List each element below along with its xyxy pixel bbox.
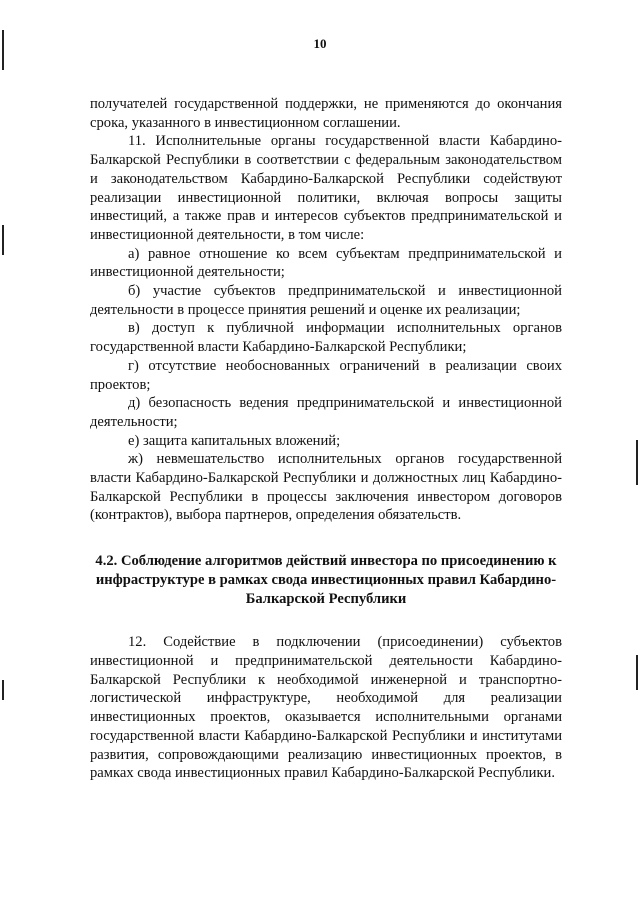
scan-edge-mark <box>2 680 4 700</box>
paragraph-11: 11. Исполнительные органы государственной власти Кабардино-Балкарской Республики в соответствии с федеральным законодательством и законодательством Кабардино-Балкарской Республики содействуют реализации инвестиционной политики, включая вопросы защиты инвестиций, а также прав и интересов субъектов предпринимательской и инвестиционной деятельности, в том числе: <box>90 133 562 243</box>
list-item-d: д) безопасность ведения предпринимательской и инвестиционной деятельности; <box>90 395 562 430</box>
page-number: 10 <box>313 36 327 51</box>
scan-edge-mark <box>2 30 4 70</box>
list-item-b: б) участие субъектов предпринимательской и инвестиционной деятельности в процессе принятия решений и оценке их реализации; <box>90 283 562 318</box>
paragraph-12: 12. Содействие в подключении (присоединении) субъектов инвестиционной и предпринимательской деятельности Кабардино-Балкарской Республики к необходимой инженерной и транспортно-логистической инфраструктуре, необходимой для реализации инвестиционных проектов, оказывается исполнительными органами государственной власти Кабардино-Балкарской Республики и институтами развития, сопровождающими реализацию инвестиционных проектов, в рамках свода инвестиционных правил Кабардино-Балкарской Республики. <box>90 634 562 782</box>
scan-edge-mark <box>636 655 638 690</box>
scan-edge-mark <box>2 225 4 255</box>
scan-edge-mark <box>636 440 638 485</box>
list-item-zh: ж) невмешательство исполнительных органов государственной власти Кабардино-Балкарской Республики и должностных лиц Кабардино-Балкарской Республики в процессы заключения инвестором договоров (контрактов), выбора партнеров, определения обязательств. <box>90 451 562 524</box>
section-heading: 4.2. Соблюдение алгоритмов действий инвестора по присоединению к инфраструктуре в рамках свода инвестиционных правил Кабардино-Балкарской Республики <box>95 553 557 607</box>
list-item-e: е) защита капитальных вложений; <box>128 432 341 449</box>
list-item-v: в) доступ к публичной информации исполнительных органов государственной власти Кабардино-Балкарской Республики; <box>90 320 562 356</box>
document-body <box>90 95 562 783</box>
list-item-g: г) отсутствие необоснованных ограничений в реализации своих проектов; <box>90 357 562 393</box>
paragraph-continuation: получателей государственной поддержки, не применяются до окончания срока, указанного в инвестиционном соглашении. <box>90 96 562 131</box>
list-item-a: а) равное отношение ко всем субъектам предпринимательской и инвестиционной деятельности; <box>90 245 562 281</box>
